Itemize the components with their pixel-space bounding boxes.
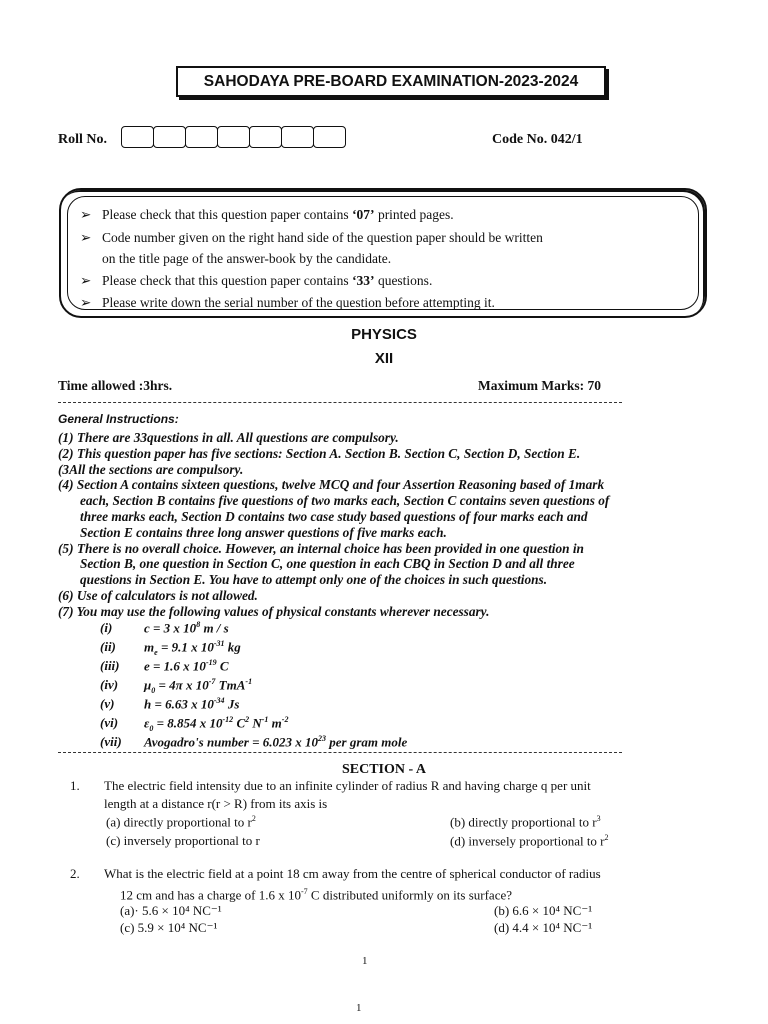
q1-option-d: (d) inversely proportional to $r^2$ [450, 833, 609, 849]
page-number-footer: 1 [356, 1002, 362, 1014]
question-text: What is the electric field at a point 18 cm away from the centre of spherical conductor of radius 12 cm and has a charge of 1.6 x $10^{-7}$ C distributed uniformly on its surface? [104, 866, 601, 903]
roll-box [313, 126, 346, 148]
q1-option-c: (c) inversely proportional to r [106, 833, 260, 848]
instructions-list: (1) There are 33questions in all. All questions are compulsory. (2) This question paper has five sections: Section A. Section B. Section C, Section D, Section E. (3All the sections are compulsory. (4) Section A contains sixteen questions, twelve MCQ and four Assertion Reasoning based of 1mark each, Section B contains five questions of two marks each, Section C contains seven questions of three marks each, Section D contains two case study based questions of four marks each and Section E contains three long answer questions of five marks each. (5) There is no overall choice. However, an internal choice has been provided in one question in Section B, one question in Section C, one question in each CBQ in Section D and all three questions in Section E. You have to attempt only one of the choices in such questions. (6) Use of calculators is not allowed. (7) You may use the following values of physical constants wherever necessary. [58, 430, 610, 619]
roll-box [249, 126, 282, 148]
roll-box [185, 126, 218, 148]
code-number: Code No. 042/1 [492, 132, 583, 147]
roll-number-boxes [121, 126, 345, 148]
notice-line-4: ➢ Please write down the serial number of the question before attempting it. [80, 292, 674, 314]
maximum-marks: Maximum Marks: 70 [478, 378, 601, 393]
notice-line-2b: on the title page of the answer-book by the candidate. [102, 251, 392, 266]
dashed-divider [58, 752, 622, 753]
roll-box [281, 126, 314, 148]
notice-line-3: ➢ Please check that this question paper contains ‘33’ questions. [80, 270, 674, 292]
arrow-bullet-icon: ➢ [80, 207, 92, 222]
arrow-bullet-icon: ➢ [80, 295, 92, 310]
question-number: 1. [70, 778, 80, 793]
arrow-bullet-icon: ➢ [80, 273, 92, 288]
dashed-divider [58, 402, 622, 403]
q1-option-b: (b) directly proportional to $r^3$ [450, 814, 601, 830]
q2-option-a: (a)· 5.6 × 10⁴ NC⁻¹ [120, 903, 222, 918]
exam-title: SAHODAYA PRE-BOARD EXAMINATION-2023-2024 [176, 66, 606, 97]
q1-option-a: (a) directly proportional to $r^2$ [106, 814, 256, 830]
notice-line-1: ➢ Please check that this question paper contains ‘07’ printed pages. [80, 204, 674, 226]
constants-list: (i) c = 3 x $10^8$ m / s (ii) $m_e = 9.1$ x $10^{-31}$ kg (iii) e = 1.6 x $10^{-19}$ C (iv) $\mu_0 = 4\pi$ x $10^{-7}$ TmA$^{-1}$ (v) h = 6.63 x $10^{-34}$ Js (vi) $\varepsilon_0 = 8.854$ x $10^{-12}$ $C^2$ $N^{-1}$ $m^{-2}$ (vii) Avogadro's number = 6.023 x $10^{23}$ per gram mole [100, 620, 408, 750]
page-number: 1 [362, 955, 368, 967]
instructions-title: General Instructions: [58, 412, 179, 426]
subject-name: PHYSICS [351, 326, 417, 343]
subject-class: XII [374, 350, 394, 367]
q2-option-c: (c) 5.9 × 10⁴ NC⁻¹ [120, 920, 218, 935]
roll-box [217, 126, 250, 148]
roll-box [153, 126, 186, 148]
q2-option-d: (d) 4.4 × 10⁴ NC⁻¹ [494, 920, 593, 935]
section-a-title: SECTION - A [341, 762, 427, 777]
question-number: 2. [70, 866, 80, 881]
notice-line-2: ➢ Code number given on the right hand side of the question paper should be written [80, 227, 674, 249]
roll-label: Roll No. [58, 132, 107, 147]
arrow-bullet-icon: ➢ [80, 230, 92, 245]
question-2 [0, 865, 768, 905]
time-allowed: Time allowed :3hrs. [58, 378, 173, 393]
question-text: The electric field intensity due to an infinite cylinder of radius R and having charge q per unit length at a distance r(r > R) from its axis is [104, 778, 591, 811]
q2-option-b: (b) 6.6 × 10⁴ NC⁻¹ [494, 903, 593, 918]
roll-box [121, 126, 154, 148]
